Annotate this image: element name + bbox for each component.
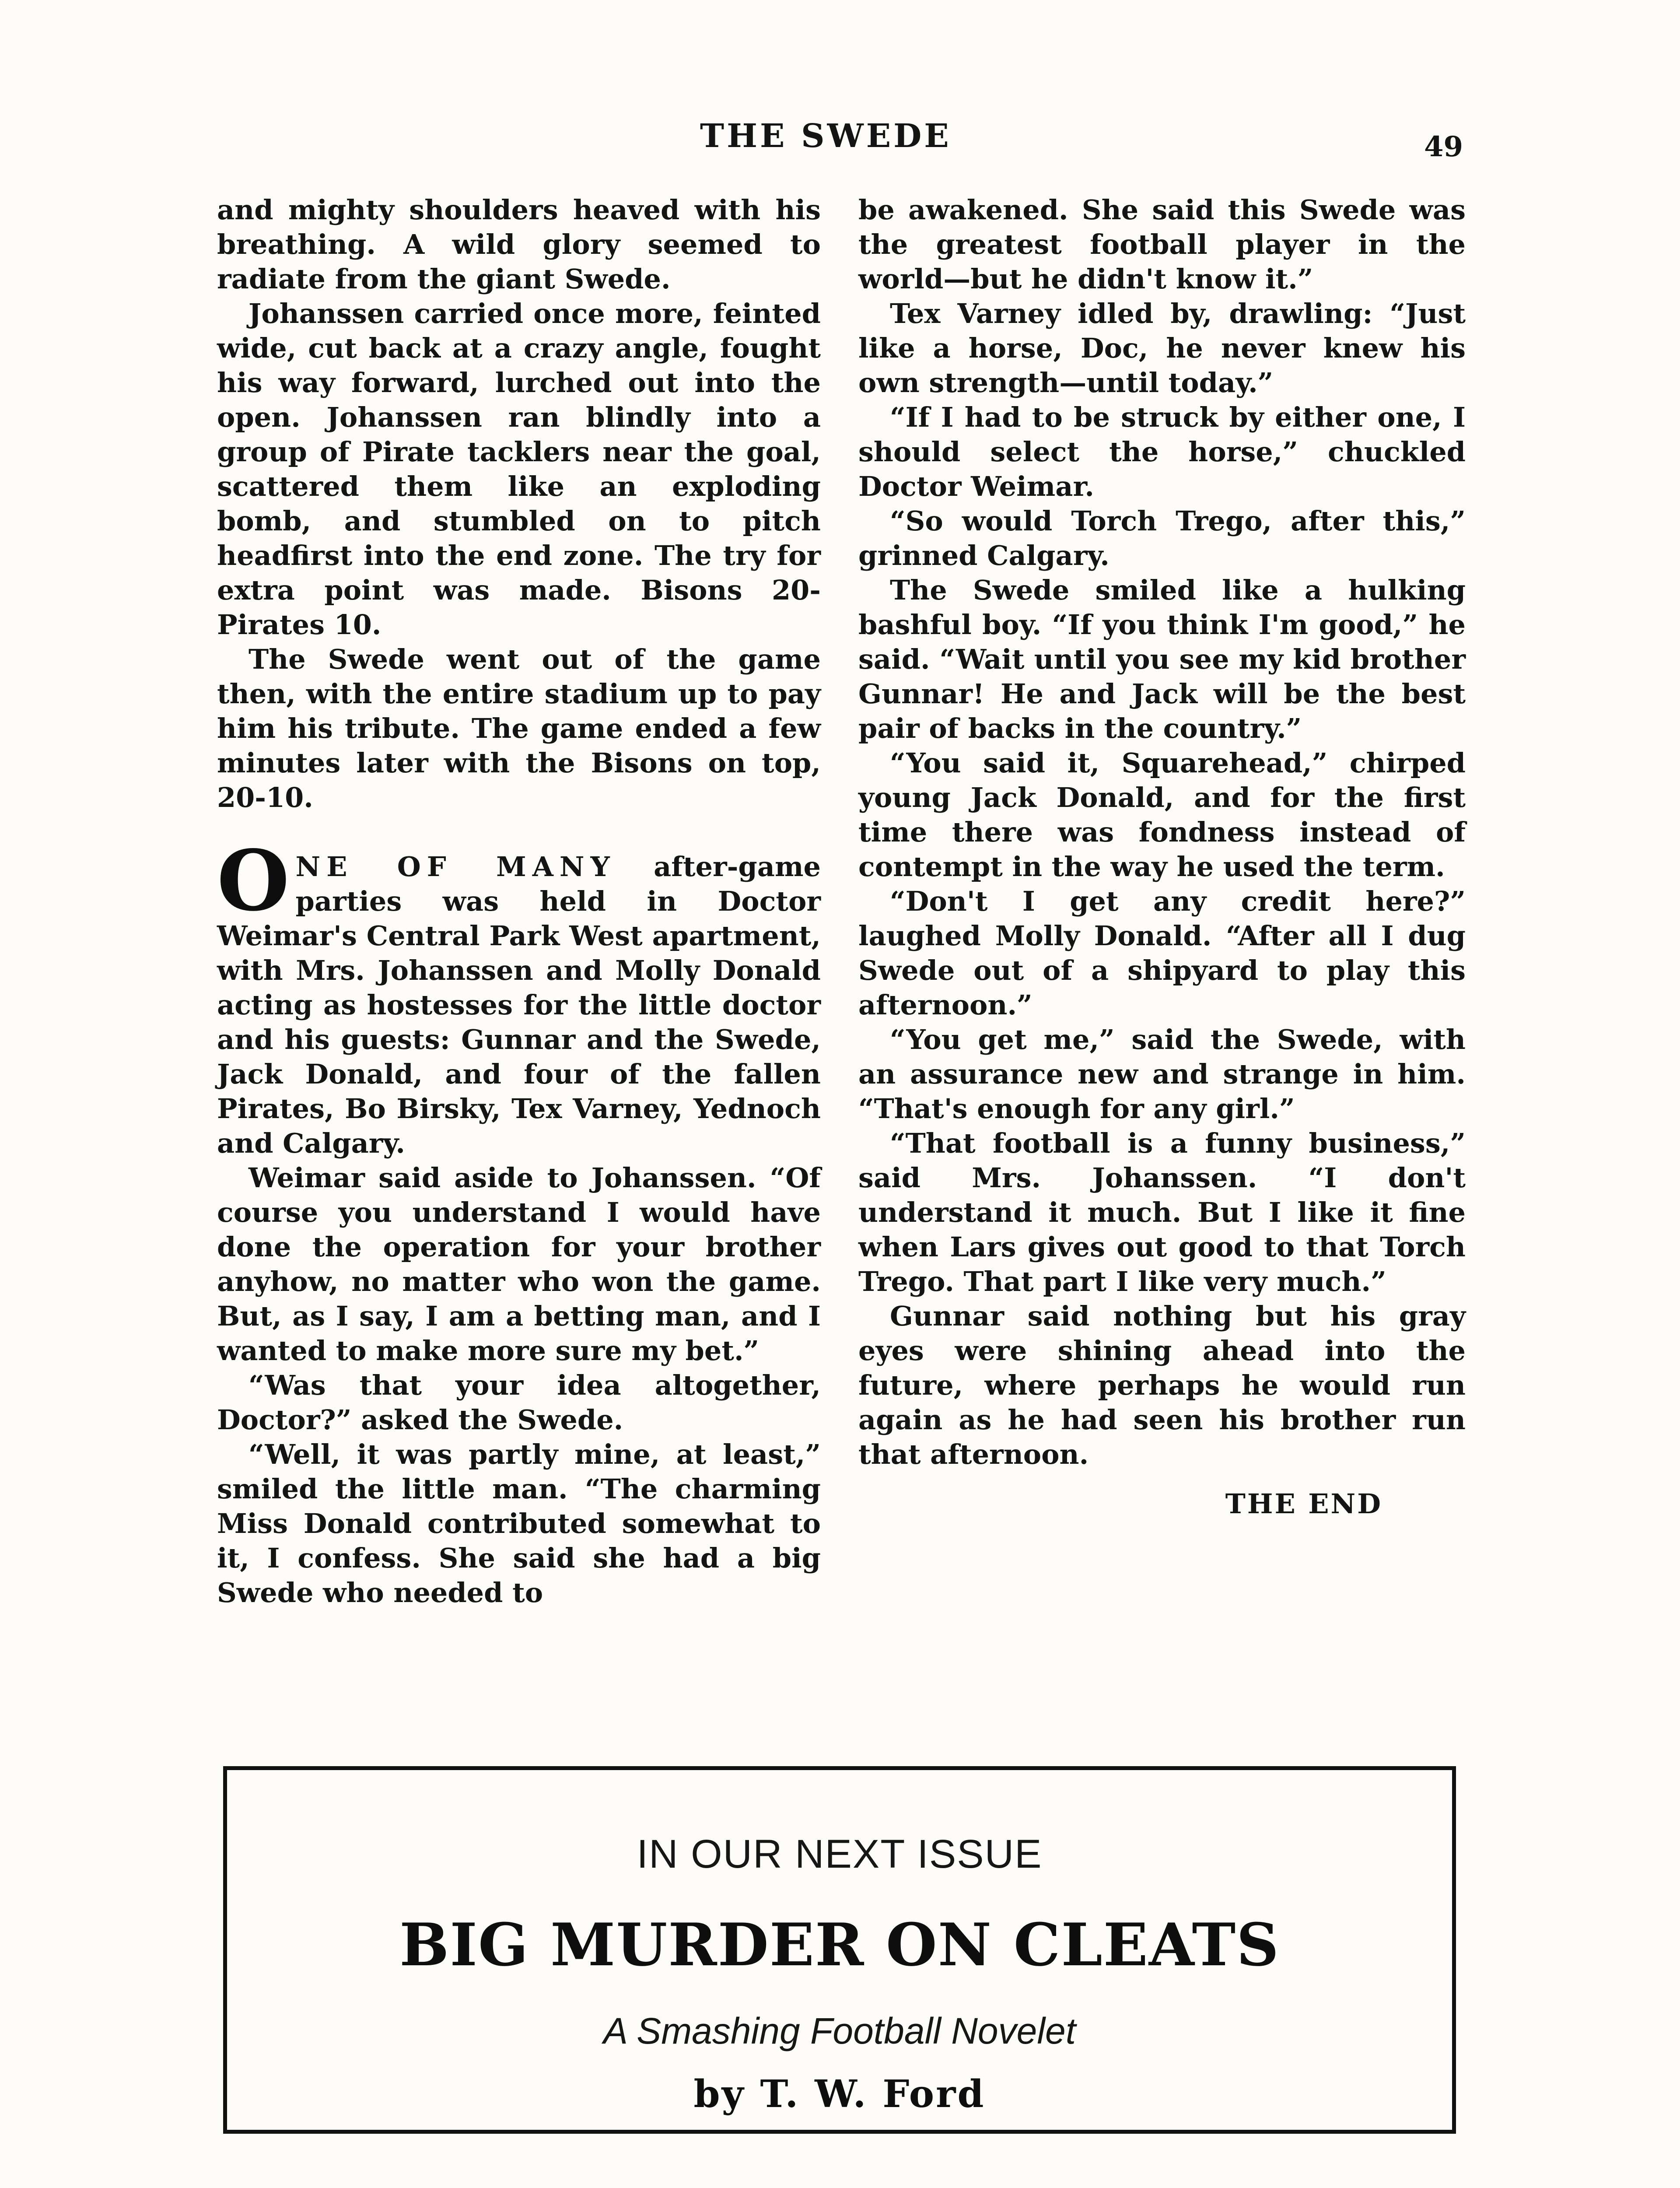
right-paragraph-6: “You said it, Squarehead,” chirped young Jack Donald, and for the first time there was fondness instead of contempt in the way he used the term. (858, 747, 1466, 883)
left-paragraph-2: Johanssen carried once more, feinted wide, cut back at a crazy angle, fought his way forward, lurched out into the open. Johanssen ran blindly into a group of Pirate tacklers near the goal, scattered them like an exploding bomb, and stumbled on to pitch headfirst into the end zone. The try for extra point was made. Bisons 20-Pirates 10. (217, 298, 821, 641)
running-head: THE SWEDE (700, 117, 952, 155)
right-paragraph-10: Gunnar said nothing but his gray eyes were shining ahead into the future, where perhaps he would run again as he had seen his brother run that afternoon. (858, 1300, 1466, 1470)
left-paragraph-7: “Well, it was partly mine, at least,” smiled the little man. “The charming Miss Donald contributed somewhat to it, I confess. She said she had a big Swede who needed to (217, 1438, 821, 1609)
right-paragraph-5: The Swede smiled like a hulking bashful boy. “If you think I'm good,” he said. “Wait until you see my kid brother Gunnar! He and Jack will be the best pair of backs in the country.” (858, 574, 1466, 744)
next-issue-kicker: IN OUR NEXT ISSUE (637, 1832, 1043, 1876)
the-end-label: THE END (1225, 1488, 1382, 1520)
right-paragraph-9: “That football is a funny business,” said Mrs. Johanssen. “I don't understand it much. But I like it fine when Lars gives out good to that Torch Trego. That part I like very much.” (858, 1127, 1466, 1297)
right-paragraph-2: Tex Varney idled by, drawling: “Just like a horse, Doc, he never knew his own strength—until today.” (858, 298, 1466, 399)
drop-cap: O (217, 832, 290, 929)
right-paragraph-4: “So would Torch Trego, after this,” grinned Calgary. (858, 505, 1466, 572)
left-paragraph-5: Weimar said aside to Johanssen. “Of course you understand I would have done the operation for your brother anyhow, no matter who won the game. But, as I say, I am a betting man, and I wanted to make more sure my bet.” (217, 1162, 821, 1367)
right-column (858, 193, 1466, 1521)
section-lead-caps: NE OF MANY (295, 851, 616, 883)
left-paragraph-6: “Was that your idea altogether, Doctor?” asked the Swede. (217, 1369, 821, 1436)
next-issue-title: BIG MURDER ON CLEATS (399, 1910, 1280, 1979)
right-paragraph-3: “If I had to be struck by either one, I should select the horse,” chuckled Doctor Weimar. (858, 401, 1466, 502)
left-paragraph-4-text: after-game parties was held in Doctor Weimar's Central Park West apartment, with Mrs. Johanssen and Molly Donald acting as hostesses for the little doctor and his guests: Gunnar and the Swede, Jack Donald, and four of the fallen Pirates, Bo Birsky, Tex Varney, Yednoch and Calgary. (217, 851, 821, 1159)
right-paragraph-7: “Don't I get any credit here?” laughed Molly Donald. “After all I dug Swede out of a shipyard to play this afternoon.” (858, 885, 1466, 1021)
page-number: 49 (1424, 130, 1463, 163)
next-issue-box (223, 1766, 1456, 2134)
next-issue-subtitle: A Smashing Football Novelet (603, 2010, 1076, 2051)
right-paragraph-8: “You get me,” said the Swede, with an assurance new and strange in him. “That's enough for any girl.” (858, 1024, 1466, 1125)
left-column (217, 193, 821, 1610)
left-paragraph-3: The Swede went out of the game then, with the entire stadium up to pay him his tribute. The game ended a few minutes later with the Bisons on top, 20-10. (217, 643, 821, 813)
next-issue-byline: by T. W. Ford (693, 2072, 986, 2116)
section-break (217, 815, 821, 849)
left-paragraph-4 (217, 832, 821, 1161)
left-paragraph-1: and mighty shoulders heaved with his breathing. A wild glory seemed to radiate from the giant Swede. (217, 194, 821, 295)
right-paragraph-1: be awakened. She said this Swede was the greatest football player in the world—but he didn't know it.” (858, 194, 1466, 295)
